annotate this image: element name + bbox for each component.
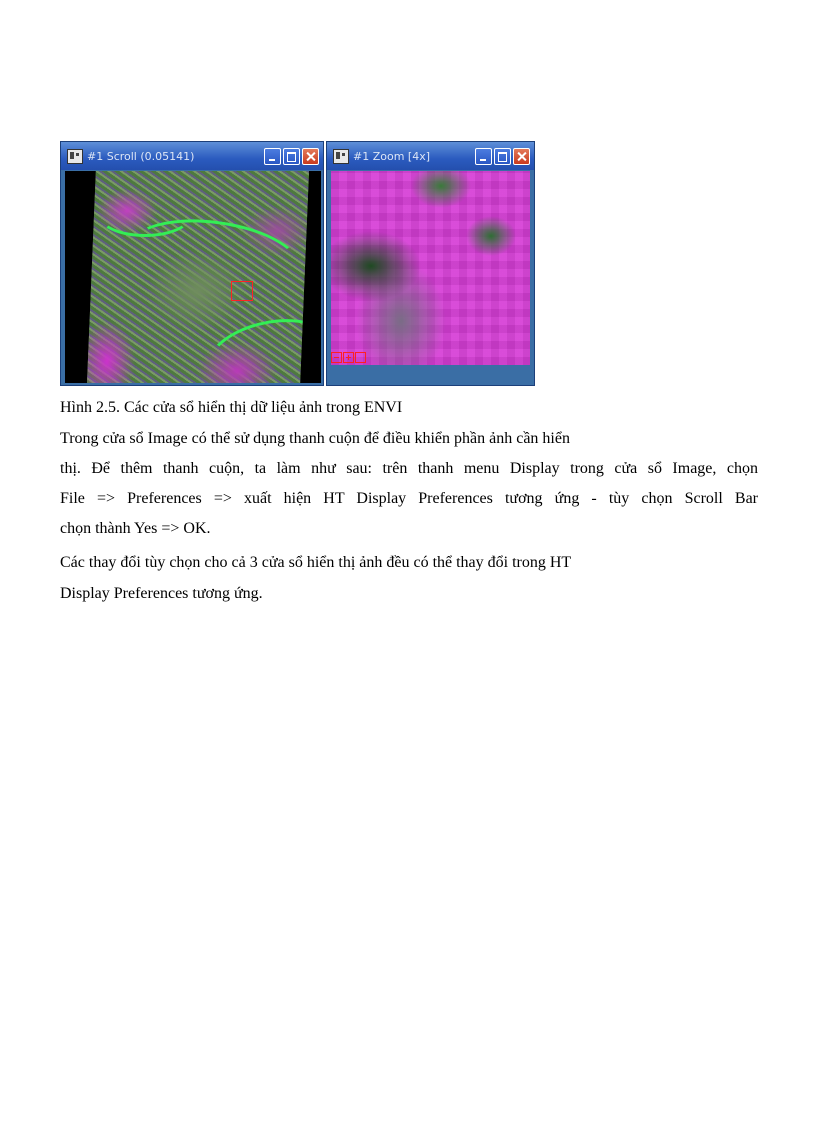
paragraph [60, 457, 758, 547]
envi-figure [60, 141, 535, 386]
envi-window-icon[interactable] [67, 149, 83, 164]
zoom-in-icon[interactable] [343, 352, 354, 363]
close-button[interactable] [513, 148, 530, 165]
scroll-window-title: #1 Scroll (0.05141) [87, 149, 195, 163]
zoom-window-titlebar[interactable] [327, 142, 534, 170]
maximize-button[interactable] [283, 148, 300, 165]
zoom-box-toggle-icon[interactable] [355, 352, 366, 363]
zoom-region-box[interactable] [231, 281, 253, 301]
zoom-window-title: #1 Zoom [4x] [353, 149, 431, 163]
maximize-button[interactable] [494, 148, 511, 165]
paragraph: Các thay đổi tùy chọn cho cả 3 cửa sổ hiển thị ảnh đều có thể thay đổi trong HT [60, 554, 572, 571]
scroll-window [60, 141, 324, 386]
paragraph: Display Preferences tương ứng. [60, 585, 263, 602]
paragraph-line: File => Preferences => xuất hiện HT Display Preferences tương ứng - tùy chọn Scroll Bar [60, 490, 758, 507]
paragraph-line: chọn thành Yes => OK. [60, 520, 211, 537]
zoom-window [326, 141, 535, 386]
figure-caption: Hình 2.5. Các cửa sổ hiển thị dữ liệu ảnh trong ENVI [60, 399, 403, 416]
scroll-image-view[interactable] [65, 171, 321, 383]
envi-window-icon[interactable] [333, 149, 349, 164]
paragraph-line: thị. Để thêm thanh cuộn, ta làm như sau: trên thanh menu Display trong cửa sổ Image, chọn [60, 460, 758, 477]
river-feature [97, 191, 193, 237]
close-button[interactable] [302, 148, 319, 165]
minimize-button[interactable] [264, 148, 281, 165]
scroll-window-titlebar[interactable] [61, 142, 323, 170]
minimize-button[interactable] [475, 148, 492, 165]
paragraph: Trong cửa sổ Image có thể sử dụng thanh cuộn để điều khiển phần ảnh cần hiển [60, 430, 570, 447]
zoom-image-view[interactable] [331, 171, 530, 365]
satellite-image [87, 171, 309, 383]
zoom-out-icon[interactable] [331, 352, 342, 363]
river-feature [202, 309, 321, 383]
zoom-controls [331, 352, 367, 363]
